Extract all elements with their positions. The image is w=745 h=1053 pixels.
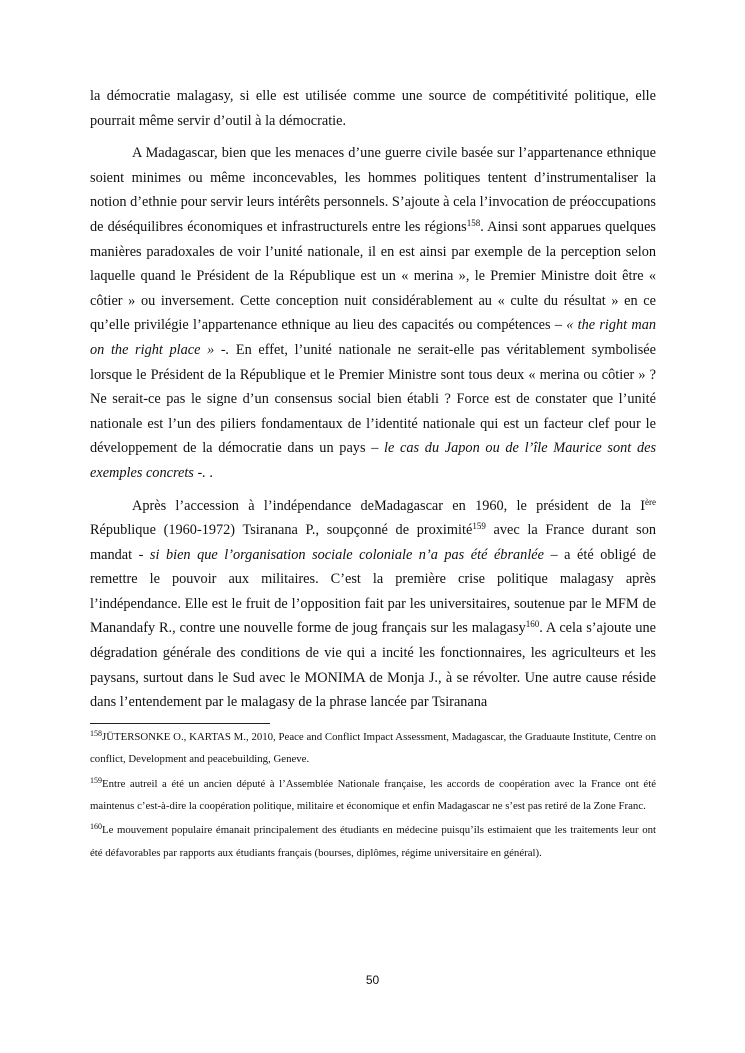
paragraph-text: . [205,464,213,481]
paragraph-text: Après l’accession à l’indépendance deMadagascar en 1960, le président de la I [132,497,645,514]
footnote-text: Entre autreil a été un ancien député à l’Assemblée Nationale française, les accords de coopération avec la France ont été maintenus c’est-à-dire la coopération politique, militaire et économique et enfin Madagascar ne s’est pas retiré de la Zone Franc. [90,777,656,813]
paragraph-text: République (1960-1972) Tsiranana P., soupçonné de proximité [90,522,473,539]
paragraph-text: . A cela s’ajoute une dégradation générale des conditions de vie qui a incité les fonctionnaires, les agriculteurs et les paysans, surtout dans le Sud avec le MONIMA de Monja J., à se révolter. Une autre cause réside dans l’entendement par le malagasy de la phrase lancée par Tsiranana [90,620,656,711]
footnote-text: JÜTERSONKE O., KARTAS M., 2010, Peace and Conflict Impact Assessment, Madagascar, the Graduaute Institute, Centre on conflict, Development and peacebuilding, Geneve. [90,730,656,766]
italic-aside: le cas du Japon ou de l’île Maurice sont des exemples concrets -. [90,440,657,481]
footnote-ref-158[interactable]: 158 [466,217,481,228]
paragraph-text: la démocratie malagasy, si elle est utilisée comme une source de compétitivité politique, elle pourrait même servir d’outil à la démocratie. [90,88,656,129]
paragraph-text: . Ainsi sont apparues quelques manières paradoxales de voir l’unité nationale, il en est ainsi par exemple de la perception selon laquelle quand le Président de la République est un « merina », le Premier Ministre doit être « côtier » ou inversement. Cette conception nuit considérablement au « culte du résultat » en ce qu’elle privilégie l’appartenance ethnique au lieu des capacités ou compétences – [90,218,656,334]
footnote-159 [90,773,656,818]
paragraph-text: En effet, l’unité nationale ne serait-elle pas véritablement symbolisée lorsque le Président de la République et le Premier Ministre sont tous deux « merina ou côtier » ? Ne serait-ce pas le signe d’un consensus social bien établi ? Force est de constater que l’unité nationale est l’un des piliers fondamentaux de l’identité nationale qui est un facteur clef pour le développement de la démocratie dans un pays – [90,341,656,457]
footnote-number: 160 [90,822,102,832]
footnote-158 [90,726,656,771]
paragraph-2 [90,141,656,485]
footnote-number: 158 [90,728,102,738]
footnote-160 [90,819,656,864]
page-body [90,84,656,864]
footnote-ref-160[interactable]: 160 [525,619,540,630]
italic-aside: si bien que l’organisation sociale coloniale n’a pas été ébranlée [149,546,544,563]
paragraph-3 [90,494,656,715]
page-number: 50 [365,973,380,987]
paragraph-1 [90,84,656,133]
footnote-text: Le mouvement populaire émanait principalement des étudiants en médecine puisqu’ils estimaient que les traitements leur ont été défavorables par rapports aux étudiants français (bourses, diplômes, régime universitaire en général). [90,824,656,859]
paragraph-text: – a été obligé de remettre le pouvoir aux militaires. C’est la première crise politique malagasy après l’indépendance. Elle est le fruit de l’opposition fait par les universitaires, soutenue par le MFM de Manandafy R., contre une nouvelle forme de joug français sur les malagasy [90,546,656,637]
footnote-number: 159 [90,775,102,785]
paragraph-text: avec la France durant son mandat - [90,522,656,563]
paragraph-text: A Madagascar, bien que les menaces d’une guerre civile basée sur l’appartenance ethnique soient minimes ou même inconcevables, les hommes politiques tentent d’instrumentaliser la notion d’ethnie pour servir leurs intérêts personnels. S’ajoute à cela l’invocation de préoccupations de déséquilibres économiques et infrastructurels entre les régions [90,145,656,235]
ordinal-superscript: ère [645,496,656,507]
italic-quote: « the right man on the right place » -. [90,317,657,358]
footnote-separator [90,723,270,724]
footnote-ref-159[interactable]: 159 [472,521,486,532]
